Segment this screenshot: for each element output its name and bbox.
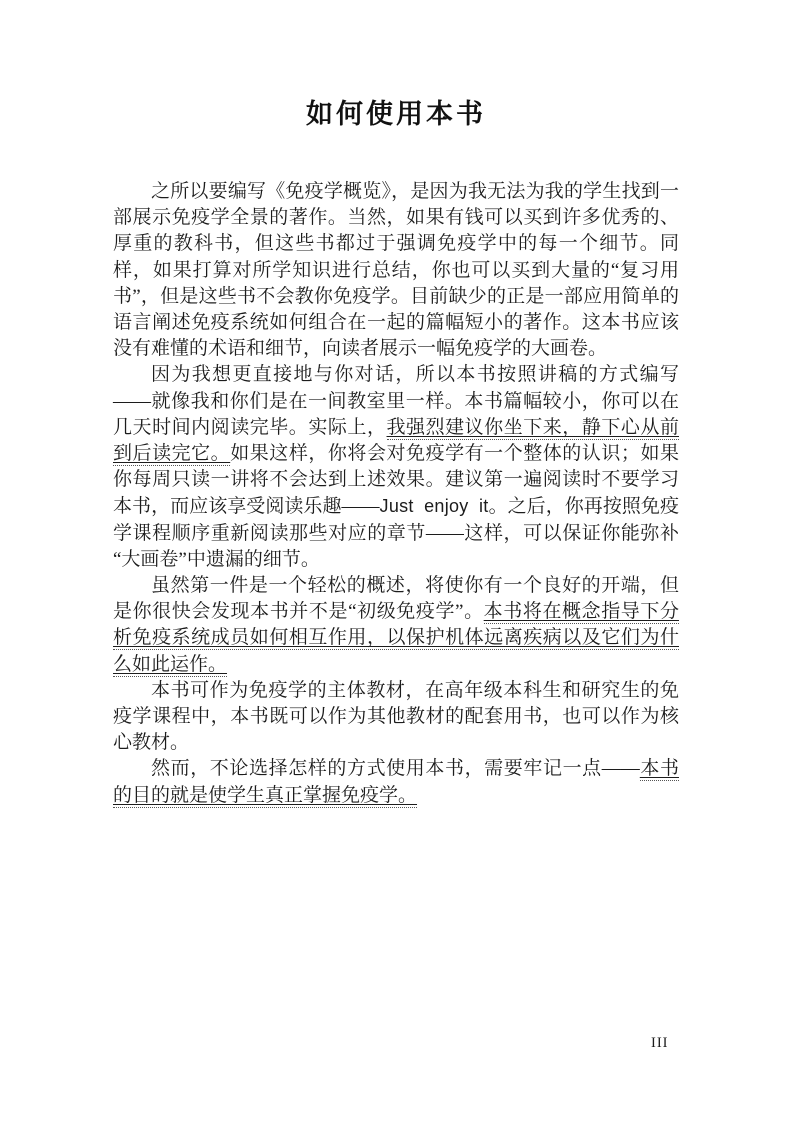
paragraph bbox=[113, 678, 679, 757]
text-segment: 之所以要编写《免疫学概览》，是因为我无法为我的学生找到一部展示免疫学全景的著作。当然，如果有钱可以买到许多优秀的、厚重的教科书，但这些书都过于强调免疫学中的每一个细节。同样，如果打算对所学知识进行总结，你也可以买到大量的“复习用书”，但是这些书不会教你免疫学。目前缺少的正是一部应用简单的语言阐述免疫系统如何组合在一起的篇幅短小的著作。这本书应该没有难懂的术语和细节，向读者展示一幅免疫学的大画卷。 bbox=[113, 181, 679, 360]
text-segment: 然而，不论选择怎样的方式使用本书，需要牢记一点—— bbox=[151, 758, 640, 780]
document-body bbox=[113, 179, 679, 809]
text-segment: 本书的目的就是使学生真正掌握免疫学。 bbox=[113, 758, 679, 806]
paragraph bbox=[113, 573, 679, 678]
page-title: 如何使用本书 bbox=[306, 99, 486, 129]
text-segment: 我强烈建议你坐下来，静下心从前到后读完它。 bbox=[113, 416, 679, 465]
text-segment: 因为我想更直接地与你对话，所以本书按照讲稿的方式编写——就像我和你们是在一间教室里一样。本书篇幅较小，你可以在几天时间内阅读完毕。实际上， bbox=[113, 364, 679, 438]
text-segment: 本书将在概念指导下分析免疫系统成员如何相互作用，以保护机体远离疾病以及它们为什么如此运作。 bbox=[113, 601, 679, 675]
page-number: III bbox=[651, 1035, 669, 1051]
paragraph bbox=[113, 179, 679, 362]
text-segment: Just enjoy it bbox=[379, 496, 489, 517]
paragraph bbox=[113, 756, 679, 808]
text-segment: 。之后，你再按照免疫学课程顺序重新阅读那些对应的章节——这样，可以保证你能弥补“大画卷”中遗漏的细节。 bbox=[113, 496, 679, 570]
text-segment: 虽然第一件是一个轻松的概述，将使你有一个良好的开端，但是你很快会发现本书并不是“初级免疫学”。 bbox=[113, 575, 679, 623]
paragraph bbox=[113, 362, 679, 573]
text-segment: 如果这样，你将会对免疫学有一个整体的认识；如果你每周只读一讲将不会达到上述效果。建议第一遍阅读时不要学习本书，而应该享受阅读乐趣—— bbox=[113, 443, 679, 518]
text-segment: 本书可作为免疫学的主体教材，在高年级本科生和研究生的免疫学课程中，本书既可以作为其他教材的配套用书，也可以作为核心教材。 bbox=[113, 679, 679, 754]
